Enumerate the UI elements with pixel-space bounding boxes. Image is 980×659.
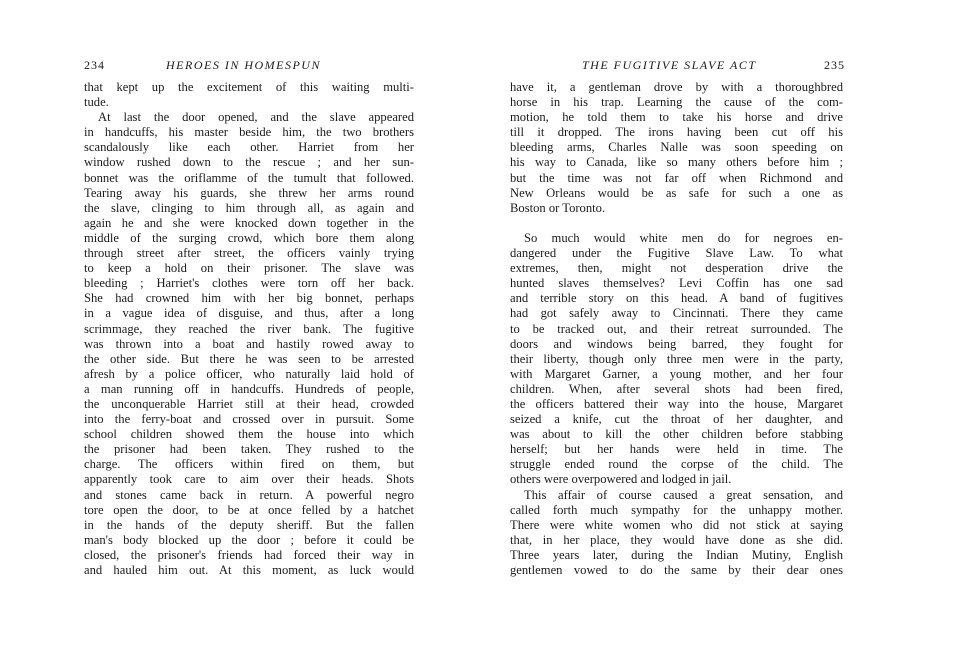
text-line: man's body blocked up the door ; before it could be: [84, 532, 414, 547]
text-line: into the ferry-boat and crossed over in pursuit. Some: [84, 412, 414, 427]
left-page-number: 234: [84, 58, 105, 72]
text-line: herself; but her hands were held in time. The: [510, 442, 843, 457]
text-line: school children showed them the house into which: [84, 427, 414, 442]
text-line: scrimmage, they reached the river bank. The fugitive: [84, 321, 414, 336]
text-line: charge. The officers within fired on them, but: [84, 457, 414, 472]
text-line: have it, a gentleman drove by with a thoroughbred: [510, 80, 843, 94]
text-line: horse in his trap. Learning the cause of the com-: [510, 95, 843, 110]
text-line: the other side. But there he was seen to be arrested: [84, 351, 414, 366]
text-line: till it dropped. The irons having been cut off his: [510, 125, 843, 140]
text-line: struggle ended round the corpse of the child. The: [510, 457, 843, 472]
text-line: bleeding ; Harriet's clothes were torn off her back.: [84, 276, 414, 291]
text-line: their liberty, though only three men were in the party,: [510, 351, 843, 366]
text-line: closed, the prisoner's friends had forced their way in: [84, 547, 414, 562]
text-line: called forth much sympathy for the unhappy mother.: [510, 502, 843, 517]
text-line: children. When, after several shots had been fired,: [510, 381, 843, 396]
text-line: a man running off in handcuffs. Hundreds of people,: [84, 381, 414, 396]
right-page-text: [510, 80, 843, 578]
text-line: seized a knife, cut the throat of her daughter, and: [510, 412, 843, 427]
text-line: apparently took care to aim over their heads. Shots: [84, 472, 414, 487]
text-line: the prisoner had been taken. They rushed to the: [84, 442, 414, 457]
paragraph-gap: [510, 216, 843, 231]
text-line: in a vague idea of disguise, and thus, after a long: [84, 306, 414, 321]
text-line: the slave, clinging to him through all, as again and: [84, 200, 414, 215]
text-line: and stones came back in return. A powerful negro: [84, 487, 414, 502]
text-line: but the time was not far off when Richmond and: [510, 170, 843, 185]
text-line: window rushed down to the rescue ; and her sun-: [84, 155, 414, 170]
text-line: to be tracked out, and their retreat surrounded. The: [510, 321, 843, 336]
text-line: that kept up the excitement of this waiting multi-: [84, 80, 414, 94]
text-line: extremes, then, might not desperation drive the: [510, 261, 843, 276]
text-line: and terrible story on this head. A band of fugitives: [510, 291, 843, 306]
text-line: the unconquerable Harriet still at their head, crowded: [84, 396, 414, 411]
text-line: and hauled him out. At this moment, as luck would: [84, 563, 414, 577]
text-line: was about to kill the other children before stabbing: [510, 427, 843, 442]
text-line: again he and she were knocked down together in the: [84, 215, 414, 230]
text-line: the officers battered their way into the house, Margaret: [510, 396, 843, 411]
text-line: doors and windows being barred, they fought for: [510, 336, 843, 351]
left-page-header: [84, 58, 414, 76]
text-line: At last the door opened, and the slave appeared: [98, 110, 414, 125]
text-line: hunted slaves themselves? Levi Coffin has one sad: [510, 276, 843, 291]
text-line: gentlemen vowed to do the same by their dear ones: [510, 563, 843, 577]
text-line: bonnet was the oriflamme of the tumult that followed.: [84, 170, 414, 185]
text-line: bleeding arms, Charles Nalle was soon speeding on: [510, 140, 843, 155]
right-page-header: [510, 58, 845, 76]
left-running-head: HEROES IN HOMESPUN: [166, 58, 321, 72]
text-line: Three years later, during the Indian Mutiny, English: [510, 547, 843, 562]
text-line: So much would white men do for negroes en-: [524, 230, 843, 245]
text-line: in the hands of the deputy sheriff. But the fallen: [84, 517, 414, 532]
text-line: middle of the surging crowd, which bore them along: [84, 230, 414, 245]
text-line: This affair of course caused a great sensation, and: [524, 487, 843, 502]
text-line: scandalously like each other. Harriet from her: [84, 140, 414, 155]
text-line: had got safely away to Cincinnati. There they came: [510, 306, 843, 321]
text-line: his way to Canada, like so many others before him ;: [510, 155, 843, 170]
text-line: Boston or Toronto.: [510, 200, 606, 215]
text-line: with Margaret Garner, a young mother, and her four: [510, 366, 843, 381]
text-line: Tearing away his guards, she threw her arms round: [84, 185, 414, 200]
text-line: that, in her place, they would have done as she did.: [510, 532, 843, 547]
text-line: was thrown into a boat and hastily rowed away to: [84, 336, 414, 351]
text-line: in handcuffs, his master beside him, the two brothers: [84, 125, 414, 140]
right-running-head: THE FUGITIVE SLAVE ACT: [582, 58, 757, 72]
text-line: motion, he told them to take his horse and drive: [510, 110, 843, 125]
text-line: others were overpowered and lodged in jail.: [510, 472, 732, 487]
left-page-text: [84, 80, 414, 578]
text-line: She had crowned him with her big bonnet, perhaps: [84, 291, 414, 306]
text-line: dangered under the Fugitive Slave Law. To what: [510, 246, 843, 261]
right-page: [490, 0, 980, 659]
text-line: tude.: [84, 95, 109, 110]
text-line: through street after street, the officers vainly trying: [84, 246, 414, 261]
text-line: New Orleans would be as safe for such a one as: [510, 185, 843, 200]
right-page-number: 235: [824, 58, 845, 72]
text-line: afresh by a police officer, who naturally laid hold of: [84, 366, 414, 381]
text-line: tore open the door, to be at once felled by a hatchet: [84, 502, 414, 517]
text-line: to keep a hold on their prisoner. The slave was: [84, 261, 414, 276]
text-line: There were white women who did not stick at saying: [510, 517, 843, 532]
